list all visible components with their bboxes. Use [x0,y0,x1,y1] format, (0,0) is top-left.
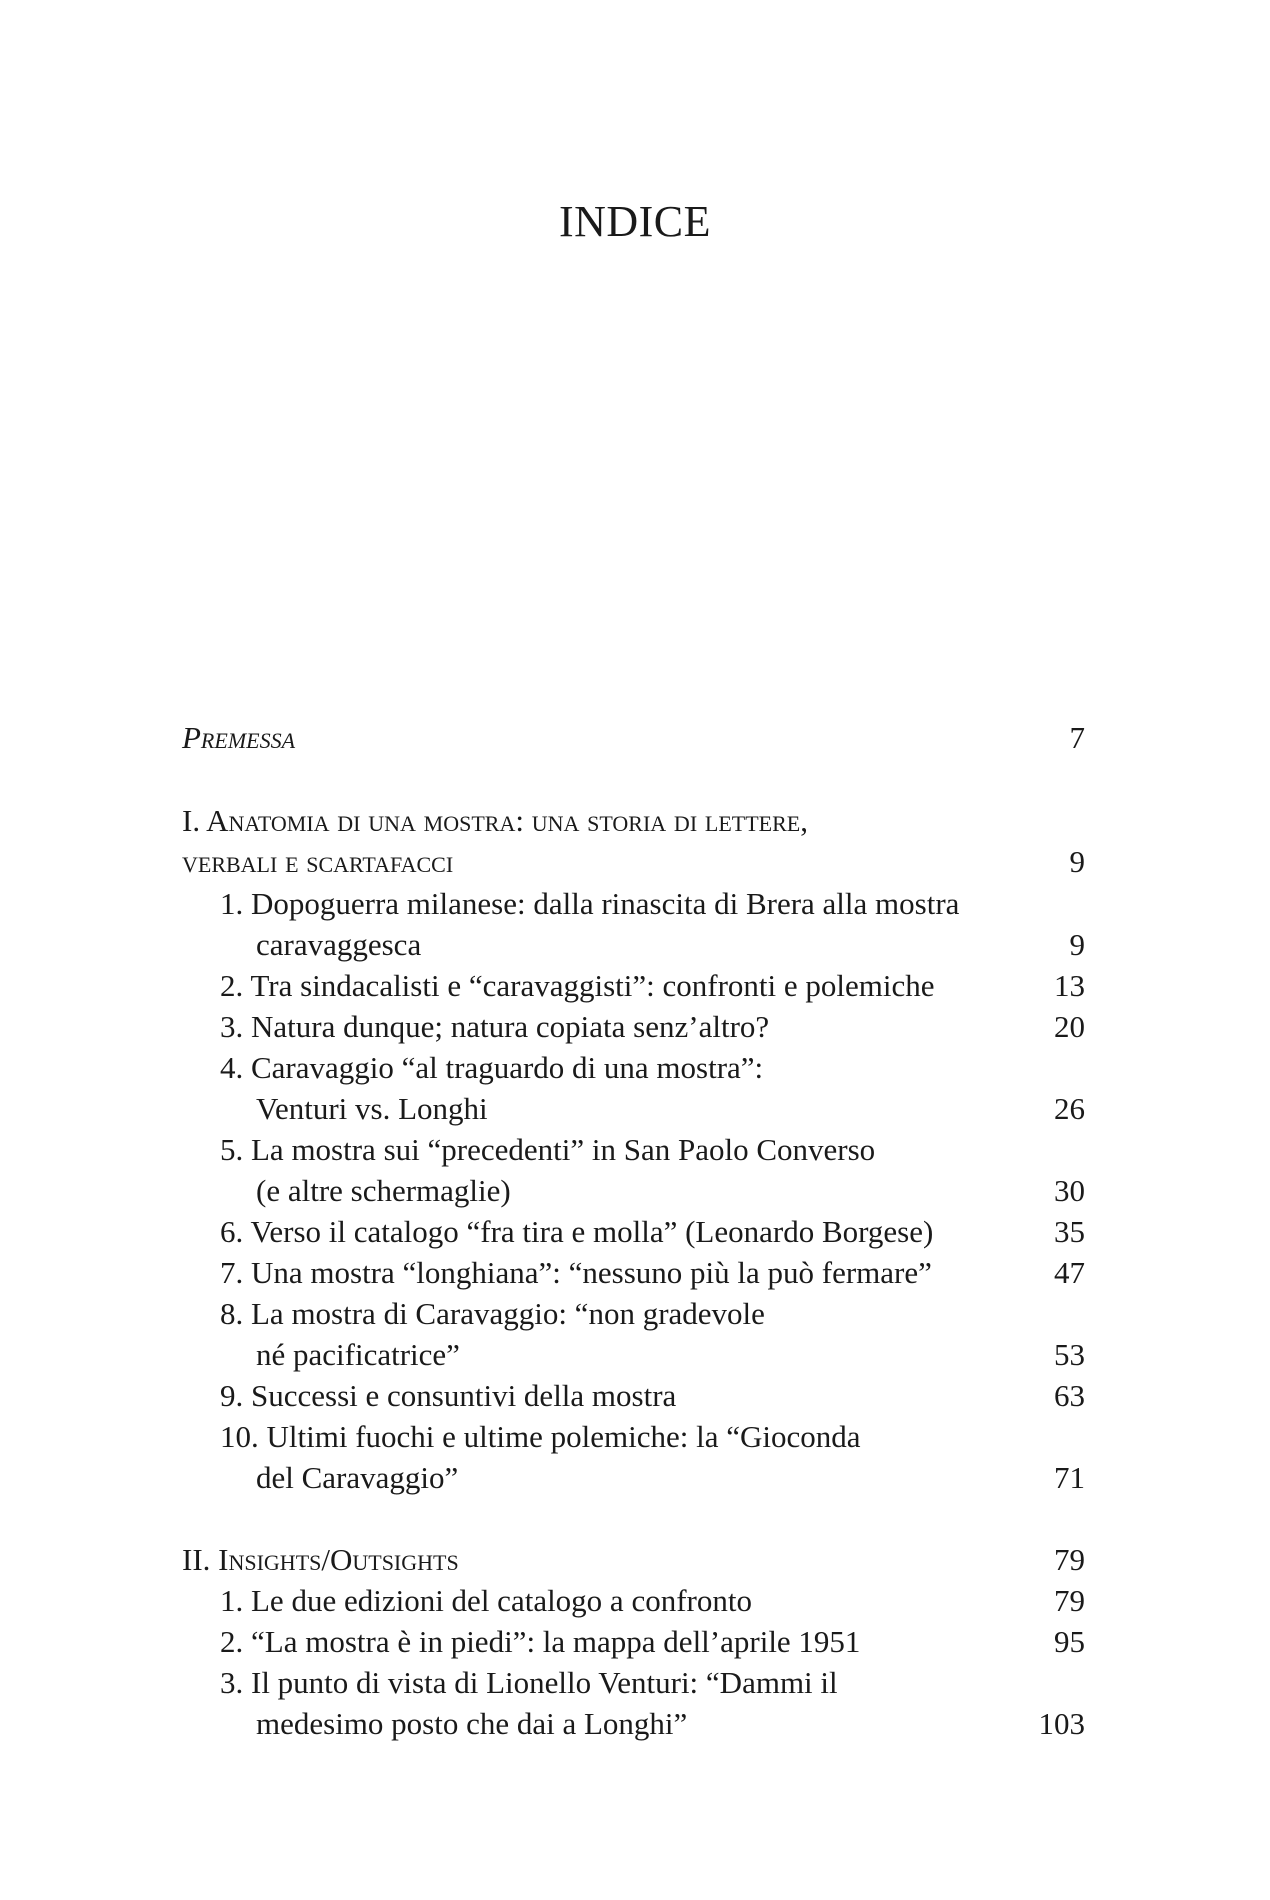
toc-entry-page: 103 [1038,1706,1085,1741]
toc-entry-page: 9 [1069,927,1085,962]
toc-entry-line: 4. Caravaggio “al traguardo di una mostra”: [220,1050,764,1085]
toc-entry-page: 71 [1054,1460,1085,1495]
toc-entry-line: medesimo posto che dai a Longhi” [256,1706,688,1741]
toc-entry-line: caravaggesca [256,927,422,962]
toc-part1-heading-line1: I. Anatomia di una mostra: una storia di lettere, [182,803,808,838]
toc-entry-line: 7. Una mostra “longhiana”: “nessuno più la può fermare” [220,1255,932,1290]
toc-entry-line: 1. Le due edizioni del catalogo a confronto [220,1583,752,1618]
toc-entry-page: 20 [1054,1009,1085,1044]
toc-entry-line: 2. Tra sindacalisti e “caravaggisti”: confronti e polemiche [220,968,935,1003]
toc-entry-line: 3. Il punto di vista di Lionello Venturi: “Dammi il [220,1665,838,1700]
toc-entry-page: 26 [1054,1091,1085,1126]
page-title: INDICE [558,197,712,246]
toc-entry-line: 8. La mostra di Caravaggio: “non gradevole [220,1296,765,1331]
toc-entry-page: 63 [1054,1378,1085,1413]
toc-premessa-page: 7 [1069,720,1085,755]
toc-entry-page: 13 [1054,968,1085,1003]
toc-entry-line: (e altre schermaglie) [256,1173,511,1208]
toc-entry-page: 35 [1054,1214,1085,1249]
toc-entry-line: 5. La mostra sui “precedenti” in San Paolo Converso [220,1132,876,1167]
toc-premessa-label: Premessa [182,720,296,755]
toc-entry-page: 30 [1054,1173,1085,1208]
toc-entry-line: 2. “La mostra è in piedi”: la mappa dell’aprile 1951 [220,1624,861,1659]
toc-entry-page: 53 [1054,1337,1085,1372]
toc-entry-line: 10. Ultimi fuochi e ultime polemiche: la “Gioconda [220,1419,861,1454]
toc-entry-line: né pacificatrice” [256,1337,460,1372]
toc-entry-line: 6. Verso il catalogo “fra tira e molla” (Leonardo Borgese) [220,1214,934,1249]
toc-entry-page: 95 [1054,1624,1085,1659]
toc-part1-heading-line2: verbali e scartafacci [182,844,454,879]
toc-part2-page: 79 [1054,1542,1085,1577]
toc-part2-heading: II. Insights/Outsights [182,1542,459,1577]
toc-entry-page: 79 [1054,1583,1085,1618]
toc-entry-line: 9. Successi e consuntivi della mostra [220,1378,677,1413]
toc-entry-line: 3. Natura dunque; natura copiata senz’altro? [220,1009,770,1044]
toc-entry-line: 1. Dopoguerra milanese: dalla rinascita di Brera alla mostra [220,886,960,921]
toc-part1-page: 9 [1069,844,1085,879]
toc-entry-line: del Caravaggio” [256,1460,459,1495]
toc-entry-line: Venturi vs. Longhi [256,1091,488,1126]
toc-entry-page: 47 [1054,1255,1085,1290]
